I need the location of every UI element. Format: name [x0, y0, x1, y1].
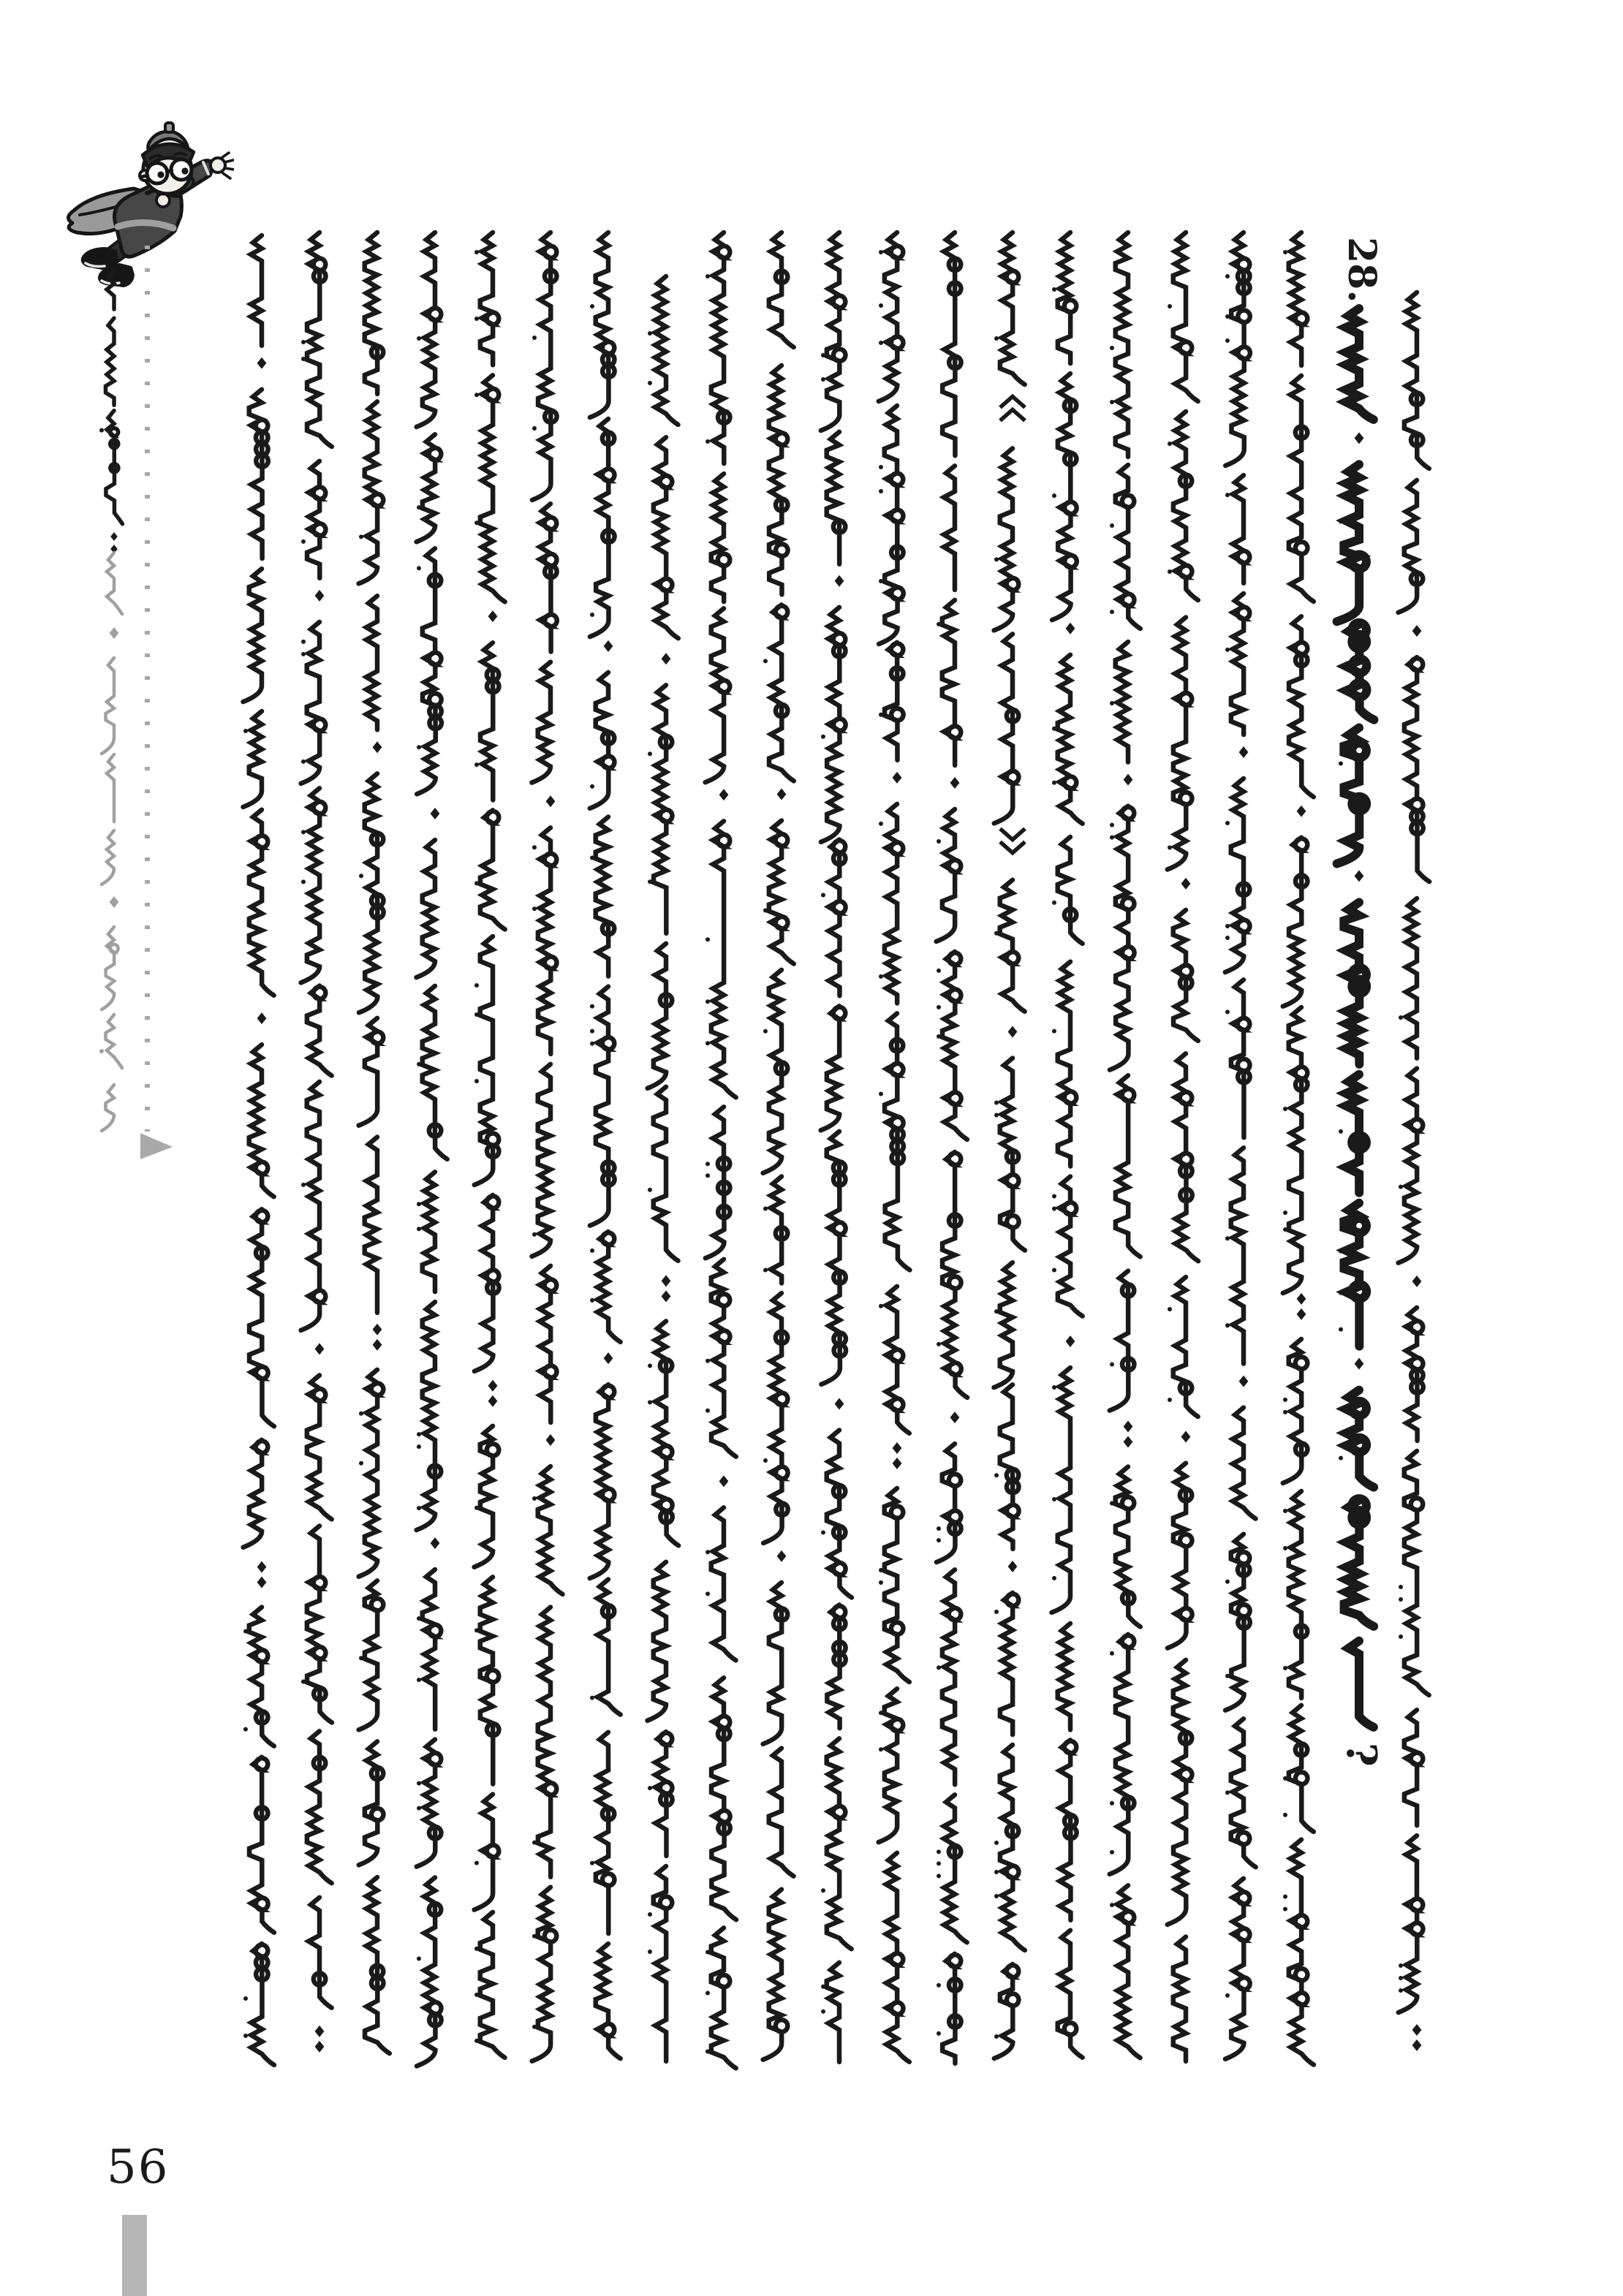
section-label-black	[99, 270, 122, 553]
text-column	[590, 232, 621, 2058]
text-column	[474, 232, 505, 2058]
text-column	[821, 232, 852, 2062]
text-column	[1225, 232, 1256, 2059]
text-column	[763, 232, 794, 2060]
text-column	[648, 276, 679, 2061]
text-column	[532, 232, 563, 2061]
page-number: 56	[107, 2140, 170, 2194]
text-column	[937, 232, 967, 2064]
text-column	[705, 232, 736, 2068]
text-column	[417, 232, 447, 2066]
text-column	[1283, 232, 1314, 2065]
text-column	[994, 232, 1026, 2058]
section-label-gray	[99, 553, 122, 1131]
question-mark: ?	[1337, 1743, 1385, 1767]
question-column-bold	[1337, 237, 1385, 1767]
text-column	[1052, 232, 1083, 2058]
text-column	[301, 232, 332, 2053]
text-column	[1168, 232, 1198, 2061]
text-column	[1110, 232, 1140, 2058]
bottom-edge-tab	[122, 2215, 147, 2296]
item-number: 28.	[1339, 237, 1384, 303]
text-column	[243, 235, 274, 2065]
text-column	[879, 232, 910, 2062]
text-column	[1399, 292, 1429, 2051]
text-column	[359, 232, 390, 2053]
